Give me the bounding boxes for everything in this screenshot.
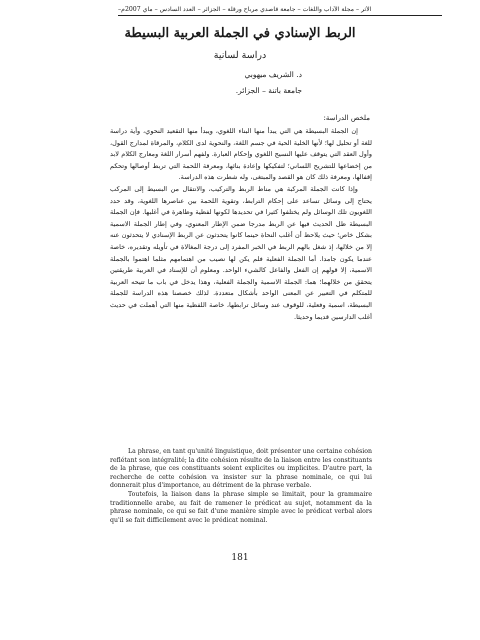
page-number: 181 bbox=[231, 553, 249, 563]
french-paragraph: Toutefois, la liaison dans la phrase simple se limitait, pour la grammaire traditionnelle arabe, au fait de ramener le prédicat au sujet, notamment da la phrase nominale, ce qui se fait d'une manière simple avec le prédicat verbal alors qu'il se fait difficilement avec le prédicat nominal. bbox=[110, 490, 372, 524]
abstract-heading: ملخص الدراسة: bbox=[323, 114, 370, 122]
running-head: الأثر – مجلة الآداب واللغات – جامعة قاصدي مرباح ورقلة – الجزائر – العدد السادس – ماي 2007م– bbox=[118, 6, 372, 13]
arabic-abstract bbox=[110, 126, 372, 323]
header-rule bbox=[118, 15, 442, 16]
french-abstract bbox=[110, 448, 372, 525]
arabic-paragraph: وإذا كانت الجملة المركبة هي مناط الربط والتركيب، والانتقال من البسيط إلى المركب يحتاج إلى وسائل تساعد على إحكام الترابط، وتقوية اللحمة بين عناصرها اللغوية، وقد حدد اللغويون تلك الوسائل ولم يختلفوا كثيرا في تحديدها لكونها لفظية وظاهرة في أغلبها. فإن الجملة البسيطة ظل الحديث فيها عن الربط مدرجا ضمن الإطار المعنوي، وفي إطار الجملة الاسمية بشكل خاص؛ حيث يلاحظ أن أغلب النحاة حينما كانوا يتحدثون عن الربط الإسنادي لا يتحدثون عنه إلا من خلالها، إذ شغل بالهم الربط في الخبر المفرد إلى درجة المغالاة في تأويله وتقديره، خاصة عندما يكون جامدا. أما الجملة الفعلية فلم يكن لها نصيب من اهتمامهم مثلما اهتموا بالجملة الاسمية، إلا قولهم إن الفعل والفاعل كالشيء الواحد. ومعلوم أن للإسناد في العربية طريقتين يتحقق من خلالهما؛ هما: الجملة الاسمية والجملة الفعلية، وهذا يدخل في باب ما تتيحه العربية للمتكلم في التعبير عن المعنى الواحد بأشكال متعددة. لذلك خصصنا هذه الدراسة للجملة البسيطة، اسمية وفعلية، للوقوف عند وسائل ترابطها، خاصة اللفظية منها التي أهملت في حديث أغلب الدارسين قديما وحديثا. bbox=[110, 184, 372, 321]
arabic-paragraph: إن الجملة البسيطة هي التي يبدأ منها البناء اللغوي، ويبدأ منها التقعيد النحوي، وأية دراسة للغة أو تحليل لها؛ لأنها الخلية الحية في جسم اللغة، والنحوية لدى الكلام، والمرقاة لمدارج القول، وأول العقد التي يتوقف عليها النسيج اللغوي وإحكام العبارة. ولفهم أسرار اللغة ومعارج الكلام لابد من إخضاعها للتشريح اللساني؛ لتفكيكها وإعادة بنائها، ومعرفة اللحمة التي تربط أوصالها وتحكم إقفالها، ومعرفة ذلك كان هو القصد والمبتغى، وله شطرت هذه الدراسة. bbox=[110, 127, 372, 182]
article-title: الربط الإسنادي في الجملة العربية البسيطة bbox=[124, 26, 356, 41]
author-affiliation: جامعة باتنة – الجزائر. bbox=[235, 86, 302, 95]
author-name: د. الشريف ميهوبي bbox=[244, 70, 302, 79]
article-subtitle: دراسة لسانية bbox=[213, 50, 267, 61]
french-paragraph: La phrase, en tant qu'unité linguistique, doit présenter une certaine cohésion reflétant son intégralité; la dite cohésion résulte de la liaison entre les constituants de la phrase, que ces constituants soient explicites ou implicites. D'autre part, la recherche de cette cohésion va insister sur la phrase nominale, ce qui lui donnerait plus d'importance, au détriment de la phrase verbale. bbox=[110, 448, 372, 490]
